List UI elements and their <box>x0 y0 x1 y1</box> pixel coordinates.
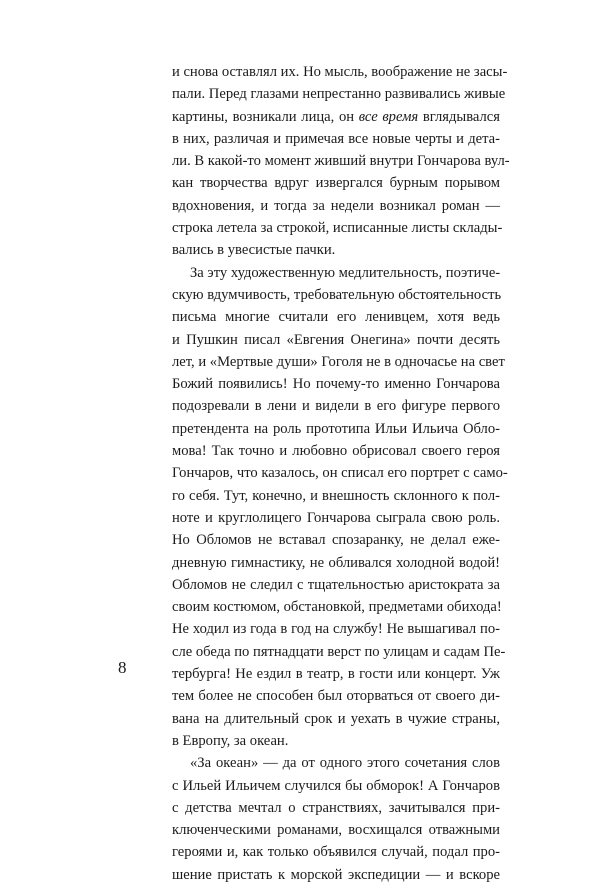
text-line: лет, и «Мертвые души» Гоголя не в одночасье на свет <box>172 353 505 370</box>
page-number: 8 <box>118 658 127 677</box>
text-line: тем более не способен был оторваться от своего ди- <box>172 688 500 705</box>
text-line: ноте и круглолицего Гончарова сыграла свою роль. <box>172 509 500 526</box>
text-line: подозревали в лени и видели в его фигуре первого <box>172 398 500 415</box>
text-line: героями и, как только объявился случай, подал про- <box>172 844 500 861</box>
text-line: скую вдумчивость, требовательную обстоятельность <box>172 286 502 303</box>
text-line: вана на длительный срок и уехать в чужие страны, <box>172 710 500 727</box>
text-line: кан творчества вдруг извергался бурным порывом <box>172 175 500 192</box>
text-line: и снова оставлял их. Но мысль, воображение не засы- <box>172 64 508 80</box>
text-line: ключенческими романами, восхищался отважными <box>172 822 500 839</box>
text-line <box>172 106 500 128</box>
text-line: го себя. Тут, конечно, и внешность склонного к пол- <box>172 487 500 504</box>
text-line: вдохновения, и тогда за недели возникал роман — <box>172 197 500 214</box>
text-fragment: картины, возникали лица, он <box>172 108 359 125</box>
text-line: дневную гимнастику, не обливался холодной водой! <box>172 554 500 571</box>
text-line: строка летела за строкой, исписанные листы склады- <box>172 220 503 237</box>
text-line: с детства мечтал о странствиях, зачитывался при- <box>172 799 500 816</box>
text-line: За эту художественную медлительность, поэтиче- <box>190 264 501 281</box>
body-text <box>172 61 510 886</box>
text-line: в них, различая и примечая все новые черты и дета- <box>172 130 500 147</box>
text-line: Не ходил из года в год на службу! Не вышагивал по- <box>172 621 500 638</box>
text-line: ли. В какой-то момент живший внутри Гончарова вул- <box>172 153 510 170</box>
text-line: пали. Перед глазами непрестанно развивались живые <box>172 86 506 103</box>
text-line: Божий появились! Но почему-то именно Гончарова <box>172 376 500 393</box>
text-fragment: вглядывался <box>418 108 500 125</box>
text-line: «За океан» — да от одного этого сочетания слов <box>190 755 500 772</box>
text-line: письма многие считали его ленивцем, хотя ведь <box>172 309 500 326</box>
text-line: и Пушкин писал «Евгения Онегина» почти десять <box>172 331 500 348</box>
text-line: Обломов не следил с тщательностью аристократа за <box>172 576 500 593</box>
text-line: шение пристать к морской экспедиции — и вскоре <box>172 866 500 883</box>
text-line: претендента на роль прототипа Ильи Ильича Обло- <box>172 420 500 437</box>
text-line: своим костюмом, обстановкой, предметами обихода! <box>172 599 502 616</box>
text-line: Гончаров, что казалось, он списал его портрет с само- <box>172 465 508 482</box>
text-line: мова! Так точно и любовно обрисовал своего героя <box>172 443 500 460</box>
text-line: сле обеда по пятнадцати верст по улицам и садам Пе- <box>172 643 506 660</box>
text-line: в Европу, за океан. <box>172 732 289 749</box>
text-line: с Ильей Ильичем случился бы обморок! А Гончаров <box>172 777 500 794</box>
text-line: тербурга! Не ездил в театр, в гости или концерт. Уж <box>172 666 500 683</box>
text-line: вались в увесистые пачки. <box>172 242 336 259</box>
text-line: Но Обломов не вставал спозаранку, не делал еже- <box>172 532 500 549</box>
italic-phrase: все время <box>358 108 419 125</box>
